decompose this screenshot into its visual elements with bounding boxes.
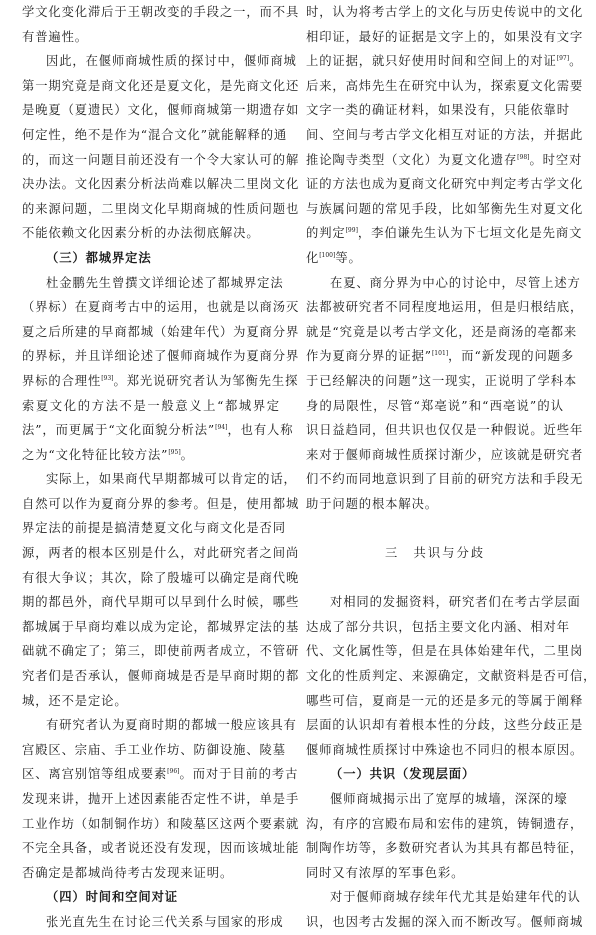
line-text: 城，还不是定论。 — [22, 693, 128, 708]
line-text: 杜金鹏先生曾撰文详细论述了都城界定法 — [46, 275, 284, 290]
line-text: 层面的认识却有着根本性的分歧，这些分歧正是 — [306, 718, 584, 733]
text-line — [22, 910, 284, 935]
text-line — [22, 295, 300, 320]
text-line — [306, 0, 584, 25]
text-line — [22, 98, 300, 123]
line-text: 对于偃师商城存续年代尤其是始建年代的认 — [330, 890, 581, 905]
line-text: 制陶作坊等，多数研究者认为其具有都邑特征， — [306, 841, 584, 856]
line-text: 的界标，并且详细论述了偃师商城作为夏商分界 — [22, 349, 300, 364]
text-line — [22, 664, 300, 689]
text-line — [306, 467, 584, 492]
citation-marker: [94] — [215, 424, 228, 431]
line-text: 对相同的发掘资料，研究者们在考古学层面 — [330, 595, 581, 610]
line-text: （四）时间和空间对证 — [46, 889, 178, 905]
text-line — [22, 148, 300, 173]
text-line — [22, 738, 286, 763]
line-text: 有普遍性。 — [22, 29, 88, 44]
line-text: 助于问题的根本解决。 — [306, 496, 438, 511]
text-line — [306, 394, 564, 419]
line-text-continued: 。 — [180, 447, 194, 462]
line-text: 实际上，如果商代早期都城可以肯定的话， — [46, 472, 297, 487]
line-text: 源，两者的根本区别是什么，对此研究者之间尚 — [22, 546, 300, 561]
text-line — [22, 467, 297, 492]
text-line — [22, 443, 280, 468]
text-line — [22, 25, 280, 50]
line-text: 工业作坊（如制铜作坊）和陵墓区这两个要素就 — [22, 816, 300, 831]
line-text: 因此，在偃师商城性质的探讨中，偃师商城 — [46, 54, 297, 69]
text-line — [306, 197, 584, 222]
line-text: 第一期究竟是商文化还是夏文化，是先商文化还 — [22, 78, 300, 93]
line-text: 于已经解决的问题”这一现实，正说明了学科本 — [306, 373, 578, 388]
line-text: 沟，有序的宫殿布局和宏伟的建筑，铸铜遗存， — [306, 816, 584, 831]
text-line — [22, 123, 288, 148]
line-text: 时，认为将考古学上的文化与历史传说中的文化 — [306, 5, 584, 19]
line-text-continued: 。而对于目前的考古 — [179, 767, 299, 782]
line-text: 础就不确定了；第三，即使前两者成立，不管研 — [22, 644, 300, 659]
text-line — [22, 566, 300, 591]
text-line — [306, 885, 581, 910]
line-text: （界标）在夏商考古中的运用，也就是以商汤灭 — [22, 300, 300, 315]
text-line — [22, 418, 294, 443]
text-line — [306, 492, 564, 517]
text-line — [22, 516, 286, 541]
line-text: 推论陶寺类型（文化）为夏文化遗存 — [306, 152, 518, 167]
line-text-continued: ，而“新发现的问题多 — [448, 349, 575, 364]
text-line — [22, 861, 280, 886]
line-text: （一）共识（发现层面） — [330, 766, 476, 782]
citation-marker: [96] — [167, 768, 180, 776]
line-text: 都城属于早商均难以成为定论，都城界定法的基 — [22, 619, 300, 634]
text-line — [306, 295, 584, 320]
line-text: 化 — [306, 250, 320, 265]
line-text: 宫殿区、宗庙、手工业作坊、防御设施、陵墓 — [22, 742, 286, 757]
line-text: 文字一类的确证材料，如果没有，只能依靠时 — [306, 103, 570, 118]
line-text: 们不约而同地意识到了目前的研究方法和手段无 — [306, 472, 584, 487]
text-line — [22, 762, 299, 787]
text-line — [22, 394, 280, 419]
line-text: 是晚夏（夏遗民）文化，偃师商城第一期遗存如 — [22, 103, 300, 118]
line-text: 不能依赖文化因素分析的办法彻底解决。 — [22, 226, 260, 241]
line-text: 文化的性质判定、来源确定，文献资料是否可信， — [306, 669, 596, 684]
line-text: 三 共识与分歧 — [384, 546, 486, 561]
text-line — [22, 787, 300, 812]
text-line — [306, 123, 584, 148]
citation-marker: [97] — [556, 55, 570, 63]
subsection-heading — [22, 246, 280, 271]
line-text: 偃师商城揭示出了宽厚的城墙，深深的壕 — [330, 792, 568, 806]
left-column — [22, 0, 300, 935]
line-text-continued: 。郑光说研究者认为邹衡先生探 — [113, 373, 299, 388]
line-text: 在夏、商分界为中心的讨论中，尽管上述方 — [330, 275, 581, 290]
line-text: （三）都城界定法 — [46, 249, 152, 265]
text-line — [306, 812, 584, 837]
line-text: 自然可以作为夏商分界的参考。但是，使用都城 — [22, 496, 300, 511]
text-line — [306, 689, 584, 714]
text-line — [306, 910, 584, 935]
line-text: 张光直先生在讨论三代关系与国家的形成 — [46, 914, 284, 929]
line-text-continued: 等。 — [335, 250, 362, 265]
line-text: 之为“文化特征比较方法” — [22, 447, 169, 462]
text-line — [306, 738, 584, 763]
line-text: 的判定 — [306, 226, 346, 241]
text-line — [306, 713, 584, 738]
line-text: 有很大争议；其次，除了殷墟可以确定是商代晚 — [22, 570, 300, 585]
text-line — [306, 25, 584, 50]
text-line — [22, 271, 284, 296]
line-text: 发现来讲，抛开上述因素能否定性不讲，单是手 — [22, 792, 300, 806]
text-line — [306, 836, 584, 861]
text-line — [306, 148, 583, 173]
line-text: 学文化变化滞后于王朝改变的手段之一，而不具 — [22, 5, 300, 19]
subsection-heading — [22, 885, 280, 910]
text-line — [22, 615, 300, 640]
line-text: 夏之后所建的早商都城（始建年代）为夏商分界 — [22, 324, 300, 339]
line-text: 究者们是否承认，偃师商城是否是早商时期的都 — [22, 669, 300, 684]
line-text: 与族属问题的常见手段，比如邹衡先生对夏文化 — [306, 201, 584, 216]
text-line — [22, 713, 297, 738]
line-text: 达成了部分共识，包括主要文化内涵、相对年 — [306, 619, 570, 634]
text-line — [306, 98, 570, 123]
text-line — [22, 639, 300, 664]
line-text: 身的局限性，尽管“郑亳说”和“西亳说”的认 — [306, 398, 564, 413]
text-line — [306, 172, 584, 197]
text-line — [22, 320, 300, 345]
line-text: 上的证据，就只好使用时间和空间上的对证 — [306, 54, 557, 69]
text-line — [306, 369, 578, 394]
line-text: 哪些可信，夏商是一元的还是多元的等属于阐释 — [306, 693, 584, 708]
text-line — [306, 639, 584, 664]
line-text-continued: 。时空对 — [529, 152, 583, 167]
line-text: 偃师商城性质探讨中殊途也不同归的根本原因。 — [306, 742, 584, 757]
text-line — [22, 689, 280, 714]
text-line — [306, 443, 584, 468]
line-text: 何定性，绝不是作为“混合文化”就能解释的通 — [22, 127, 288, 142]
text-line — [306, 74, 584, 99]
text-line — [22, 172, 300, 197]
line-text: 的来源问题，二里岗文化早期商城的性质问题也 — [22, 201, 300, 216]
line-text: 作为夏商分界的证据” — [306, 349, 432, 364]
line-text: 法”，而更属于“文化面貌分析法” — [22, 423, 216, 438]
right-column — [306, 0, 596, 935]
citation-marker: [95] — [168, 448, 181, 456]
line-text: 否确定是都城尚待考古发现来证明。 — [22, 865, 234, 880]
line-text: 法都被研究者不同程度地运用，但是归根结底， — [306, 300, 584, 315]
line-text: 证的方法也成为夏商文化研究中判定考古学文化 — [306, 177, 584, 192]
text-line — [22, 221, 280, 246]
line-text: 界定法的前提是搞清楚夏文化与商文化是否同 — [22, 521, 286, 536]
text-line — [22, 74, 300, 99]
line-text-continued: 。 — [569, 54, 583, 69]
line-text: 不完全具备，或者说还没有发现，因而该城址能 — [22, 841, 300, 856]
text-line — [306, 271, 581, 296]
text-line — [22, 541, 300, 566]
line-text: 来对于偃师商城性质探讨渐少，应该就是研究者 — [306, 447, 584, 462]
line-text: 界标的合理性 — [22, 373, 102, 388]
text-line — [306, 861, 564, 886]
text-line — [22, 836, 300, 861]
line-text: 同时又有浓厚的军事色彩。 — [306, 865, 465, 880]
citation-marker: [93] — [101, 374, 114, 382]
text-line — [306, 320, 578, 345]
section-heading — [306, 541, 564, 566]
line-text: 索夏文化的方法不是一般意义上“都城界定 — [22, 398, 280, 413]
spacer — [306, 566, 564, 591]
text-line — [306, 664, 596, 689]
line-text: 相印证，最好的证据是文字上的，如果没有文字 — [306, 29, 584, 44]
text-line — [306, 615, 570, 640]
text-line — [306, 221, 583, 246]
citation-marker: [98] — [517, 153, 530, 161]
text-line — [306, 590, 581, 615]
line-text-continued: ，也有人称 — [227, 423, 294, 438]
text-line — [306, 418, 584, 443]
text-line — [22, 344, 300, 369]
line-text: 期的都邑外，商代早期可以早到什么时候，哪些 — [22, 595, 300, 610]
line-text: 间、空间与考古学文化相互对证的方法，并据此 — [306, 127, 584, 142]
line-text: 决办法。文化因素分析法尚难以解决二里岗文化 — [22, 177, 300, 192]
text-line — [22, 590, 300, 615]
line-text: 有研究者认为夏商时期的都城一般应该具有 — [46, 718, 297, 733]
line-text: 后来，高炜先生在研究中认为，探索夏文化需要 — [306, 78, 584, 93]
subsection-heading — [306, 762, 564, 787]
line-text: 的，而这一问题目前还没有一个令大家认可的解 — [22, 152, 300, 167]
line-text: 就是“究竟是以考古学文化，还是商汤的亳都来 — [306, 324, 578, 339]
citation-marker: [100] — [319, 251, 336, 259]
text-line — [22, 812, 300, 837]
text-line — [306, 787, 568, 812]
text-line — [22, 197, 300, 222]
line-text: 识，也因考古发掘的深入而不断改写。偃师商城 — [306, 914, 584, 929]
line-text: 识日益趋同，但共识也仅仅是一种假说。近些年 — [306, 423, 584, 438]
text-line — [22, 49, 297, 74]
text-line — [306, 344, 575, 369]
text-line — [306, 49, 583, 74]
citation-marker: [101] — [431, 350, 449, 358]
text-line — [306, 246, 564, 271]
line-text: 区、离宫别馆等组成要素 — [22, 767, 168, 782]
text-line — [22, 0, 300, 25]
line-text: 代、文化属性等，但是在具体始建年代，二里岗 — [306, 644, 584, 659]
text-line — [22, 369, 299, 394]
line-text-continued: ，李伯谦先生认为下七垣文化是先商文 — [357, 226, 583, 241]
text-line — [22, 492, 300, 517]
citation-marker: [99] — [345, 227, 358, 235]
spacer — [306, 516, 564, 541]
